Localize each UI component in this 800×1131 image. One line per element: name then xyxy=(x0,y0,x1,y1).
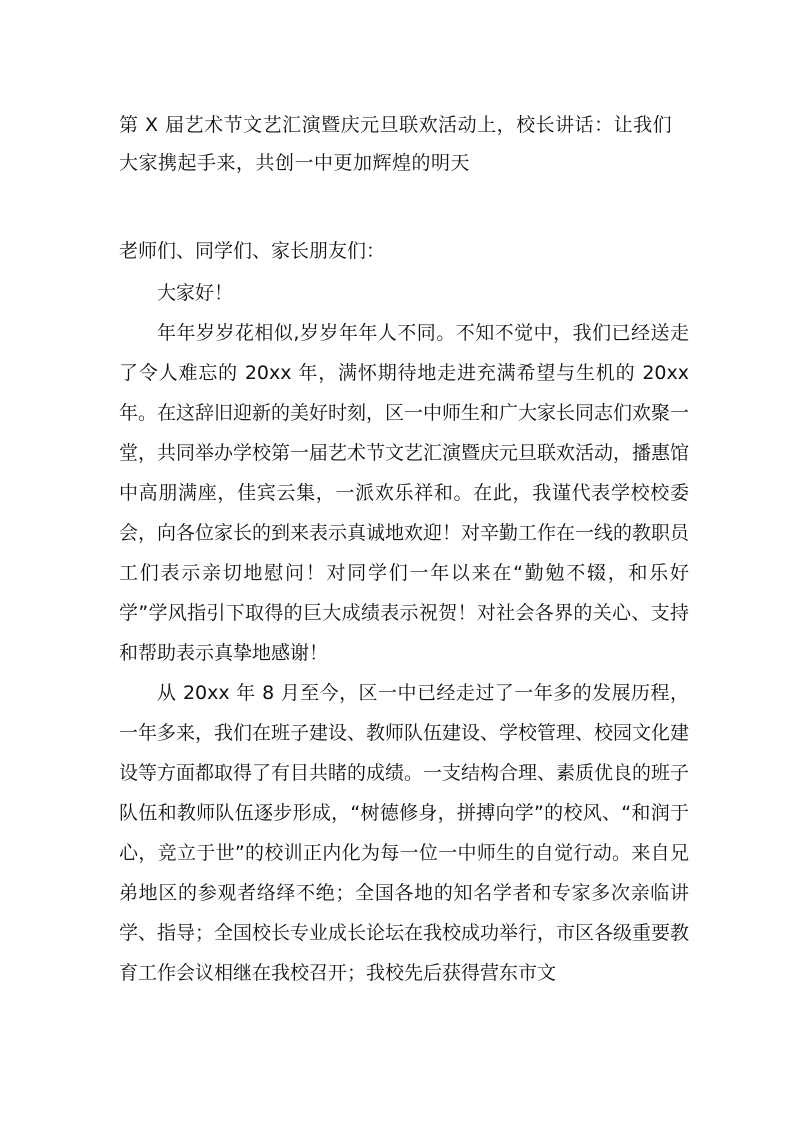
salutation: 老师们、同学们、家长朋友们： xyxy=(119,240,386,262)
paragraph-1: 年年岁岁花相似,岁岁年年人不同。不知不觉中，我们已经送走了令人难忘的 20xx 年，满怀期待地走进充满希望与生机的 20xx 年。在这辞旧迎新的美好时刻，区一中师生和广大家长同志们欢聚一堂，共同举办学校第一届艺术节文艺汇演暨庆元旦联欢活动，播惠馆中高朋满座，佳宾云集，一派欢乐祥和。在此，我谨代表学校校委会，向各位家长的到来表示真诚地欢迎！对辛勤工作在一线的教职员工们表示亲切地慰问！对同学们一年以来在“勤勉不辍，和乐好学”学风指引下取得的巨大成绩表示祝贺！对社会各界的关心、支持和帮助表示真挚地感谢！ xyxy=(119,322,690,664)
document-title: 第 X 届艺术节文艺汇演暨庆元旦联欢活动上，校长讲话：让我们大家携起手来，共创一中更加辉煌的明天 xyxy=(119,114,673,174)
document-body xyxy=(119,231,689,993)
paragraph-2: 从 20xx 年 8 月至今，区一中已经走过了一年多的发展历程，一年多来，我们在班子建设、教师队伍建设、学校管理、校园文化建设等方面都取得了有目共睹的成绩。一支结构合理、素质优良的班子队伍和教师队伍逐步形成，“树德修身，拼搏向学”的校风、“和润于心，竞立于世”的校训正内化为每一位一中师生的自觉行动。来自兄弟地区的参观者络绎不绝；全国各地的知名学者和专家多次亲临讲学、指导；全国校长专业成长论坛在我校成功举行，市区各级重要教育工作会议相继在我校召开；我校先后获得营东市文 xyxy=(119,682,690,984)
greeting: 大家好！ xyxy=(157,282,234,304)
